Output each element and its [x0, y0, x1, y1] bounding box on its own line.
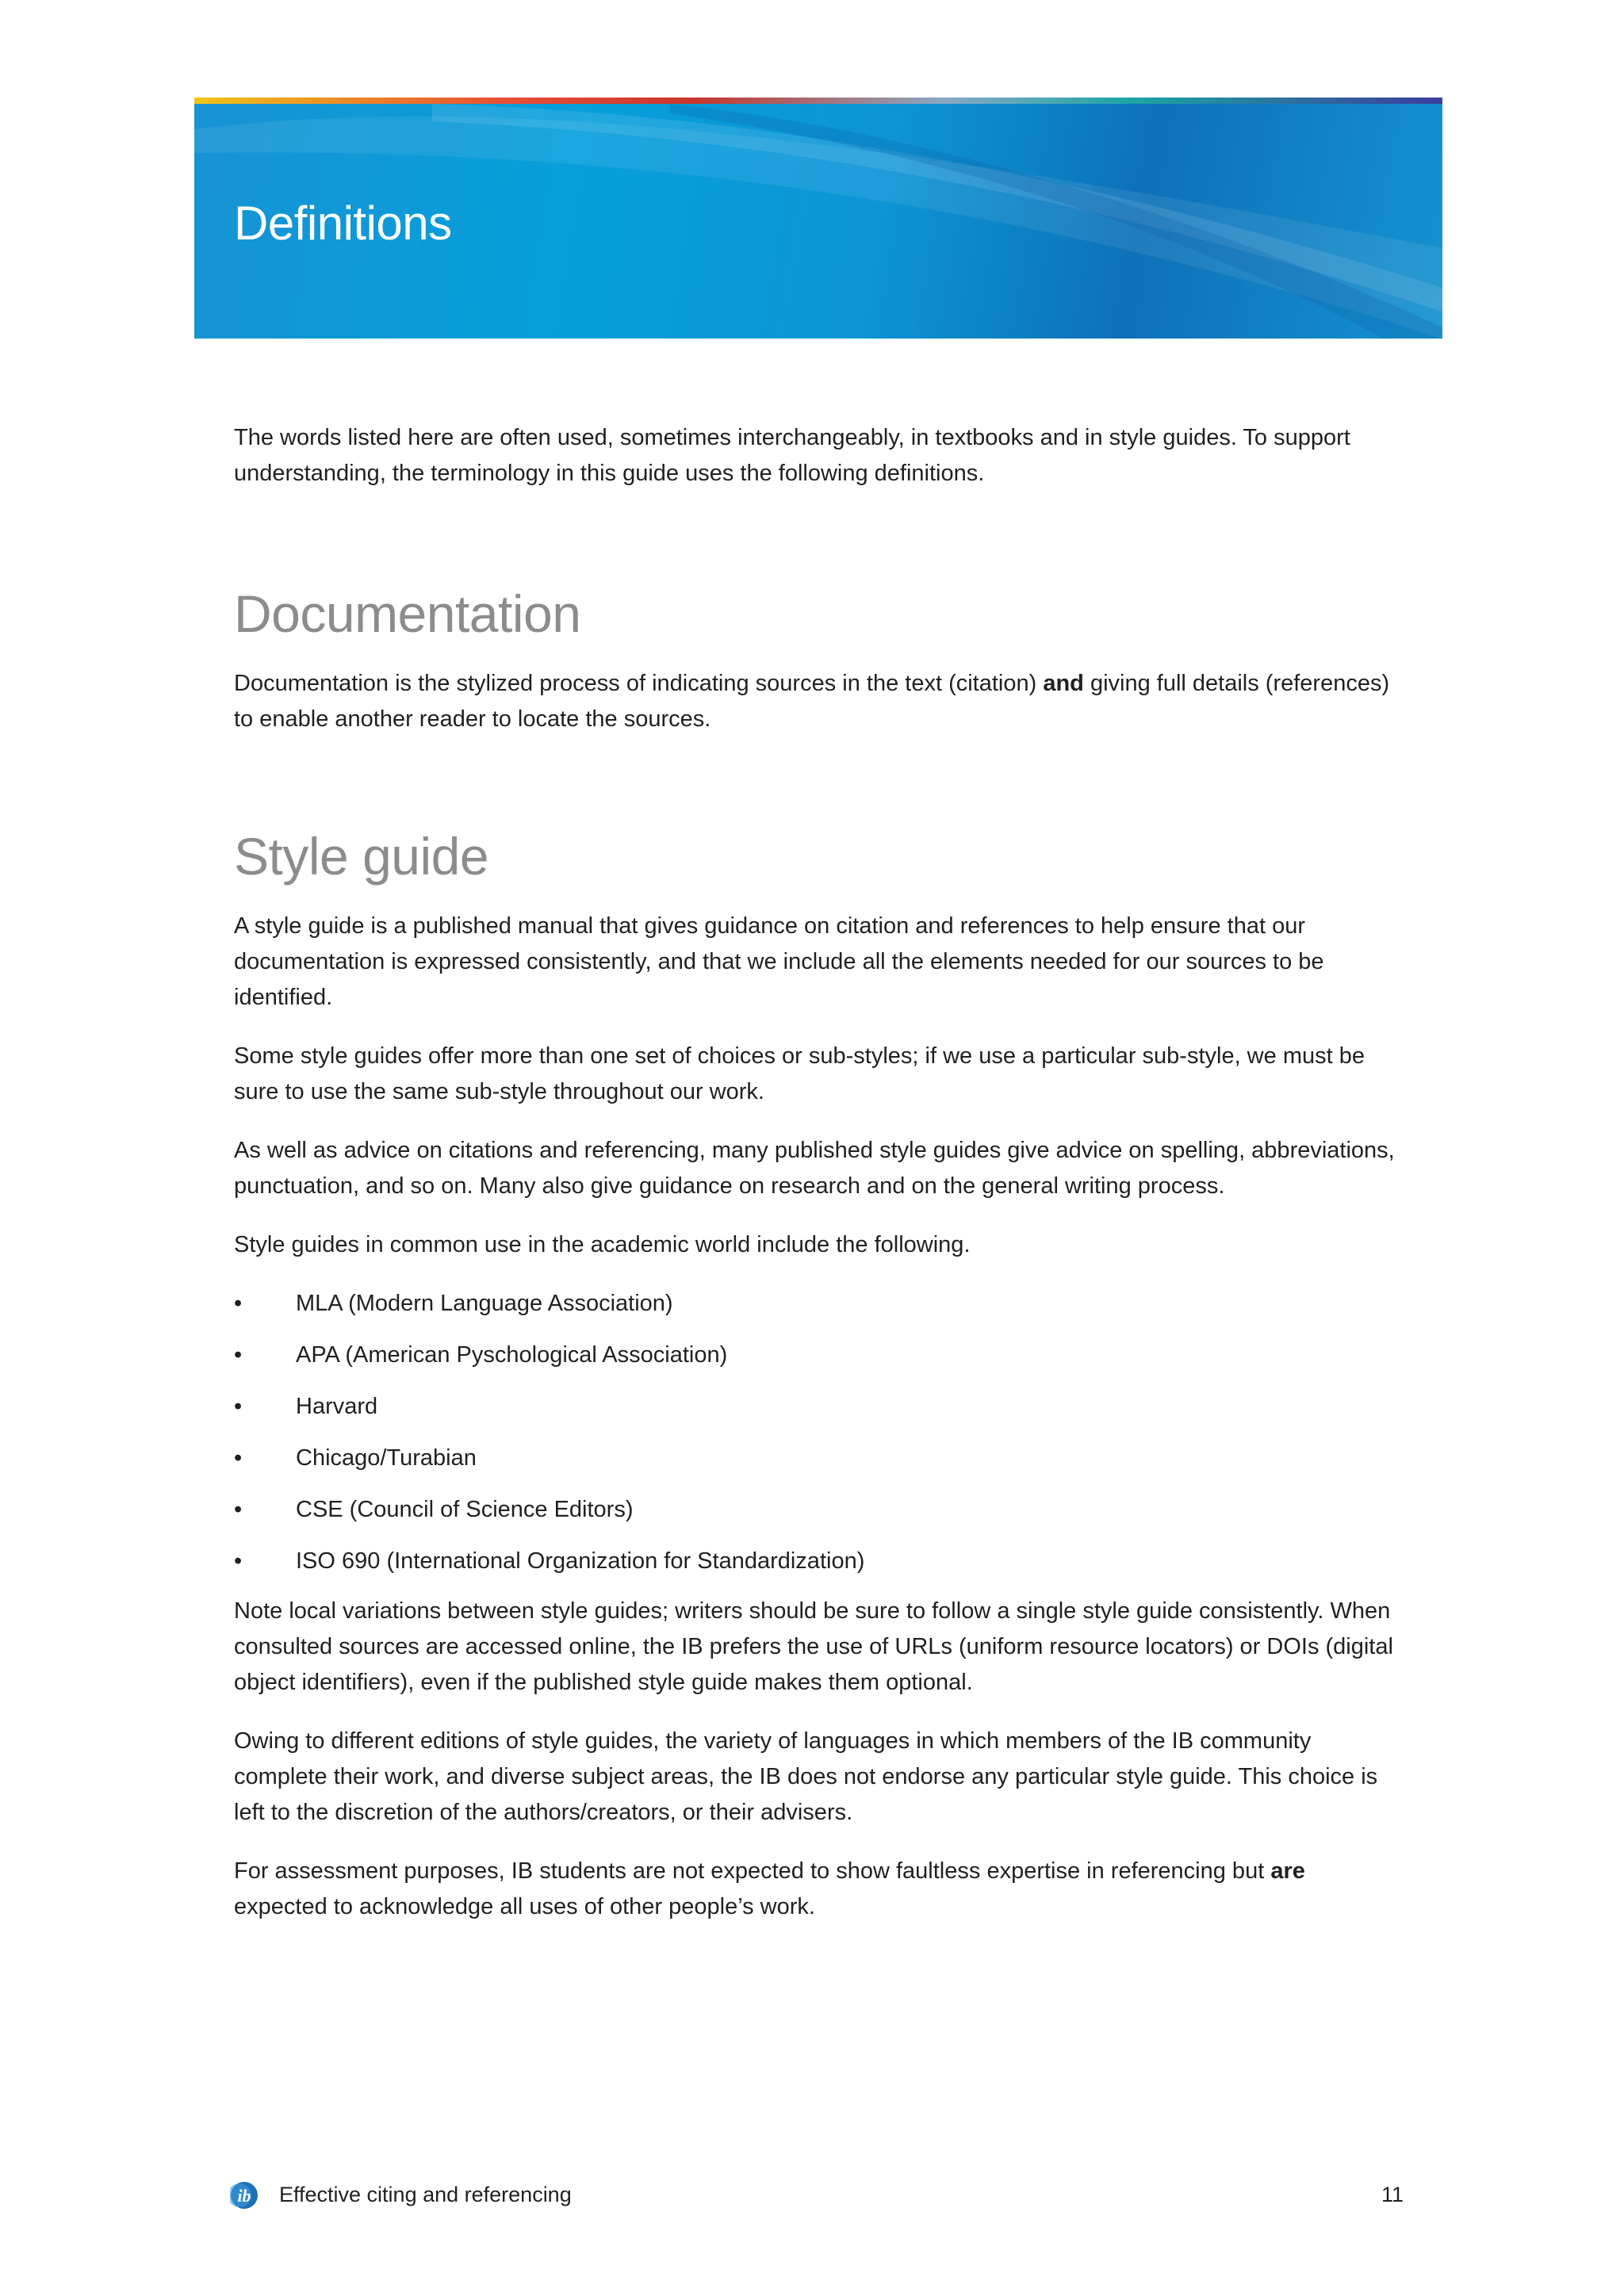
style-guide-list — [234, 1286, 1404, 1579]
list-item-text: Chicago/Turabian — [296, 1445, 477, 1471]
list-item — [234, 1492, 1404, 1528]
footer-document-title: Effective citing and referencing — [279, 2183, 572, 2206]
list-item — [234, 1389, 1404, 1425]
page-title: Definitions — [234, 197, 452, 250]
bullet-marker: • — [234, 1342, 243, 1368]
ib-logo-icon — [230, 2181, 259, 2210]
style-guide-paragraph: Style guides in common use in the academic world include the following. — [234, 1232, 971, 1257]
documentation-text-start: Documentation is the stylized process of indicating sources in the text (citation) — [234, 671, 1044, 696]
list-item-text: CSE (Council of Science Editors) — [296, 1497, 634, 1522]
section-banner — [194, 98, 1442, 339]
documentation-text-end: giving full details (references) to enable another reader to locate the sources. — [234, 671, 1390, 732]
bullet-marker: • — [234, 1445, 243, 1471]
style-guide-section — [234, 825, 1404, 1925]
bullet-marker: • — [234, 1548, 243, 1574]
list-item-text: Harvard — [296, 1394, 378, 1419]
page-footer — [230, 2176, 1404, 2213]
style-guide-heading: Style guide — [234, 827, 489, 886]
documentation-heading: Documentation — [234, 584, 581, 643]
intro-paragraph: The words listed here are often used, sometimes interchangeably, in textbooks and in style guides. To support understanding, the terminology in this guide uses the following definitions. — [234, 425, 1350, 486]
documentation-section — [234, 582, 1404, 737]
list-item-text: ISO 690 (International Organization for Standardization) — [296, 1548, 865, 1574]
intro-section — [234, 420, 1404, 492]
style-guide-paragraph: Some style guides offer more than one set of choices or sub-styles; if we use a particular sub-style, we must be sure to use the same sub-style throughout our work. — [234, 1043, 1365, 1104]
style-guide-paragraph: As well as advice on citations and referencing, many published style guides give advice on spelling, abbreviations, punctuation, and so on. Many also give guidance on research and on the general writing process. — [234, 1138, 1395, 1199]
list-item — [234, 1286, 1404, 1322]
list-item-text: MLA (Modern Language Association) — [296, 1291, 673, 1316]
style-guide-paragraph: Note local variations between style guides; writers should be sure to follow a single style guide consistently. When consulted sources are accessed online, the IB prefers the use of URLs (uniform resource locators) or DOIs (digital object identifiers), even if the published style guide makes them optional. — [234, 1598, 1393, 1695]
documentation-bold-word: and — [1043, 671, 1084, 696]
list-item — [234, 1544, 1404, 1579]
assessment-text-end: expected to acknowledge all uses of other people’s work. — [234, 1894, 815, 1919]
bullet-marker: • — [234, 1394, 243, 1419]
logo-lettering: ib — [237, 2186, 251, 2206]
assessment-text-start: For assessment purposes, IB students are not expected to show faultless expertise in referencing but — [234, 1858, 1271, 1884]
style-guide-paragraph: Owing to different editions of style guides, the variety of languages in which members of the IB community complete their work, and diverse subject areas, the IB does not endorse any particular style guide. This choice is left to the discretion of the authors/creators, or their advisers. — [234, 1728, 1378, 1825]
page-number: 11 — [1381, 2183, 1404, 2206]
list-item-text: APA (American Pyschological Association) — [296, 1342, 728, 1368]
list-item — [234, 1337, 1404, 1373]
bullet-marker: • — [234, 1291, 243, 1316]
bullet-marker: • — [234, 1497, 243, 1522]
assessment-paragraph — [234, 1854, 1404, 1925]
style-guide-paragraph: A style guide is a published manual that gives guidance on citation and references to help ensure that our documentation is expressed consistently, and that we include all the elements needed for our sources to be identified. — [234, 913, 1324, 1010]
list-item — [234, 1441, 1404, 1476]
documentation-paragraph — [234, 666, 1404, 737]
assessment-bold-word: are — [1270, 1858, 1305, 1884]
